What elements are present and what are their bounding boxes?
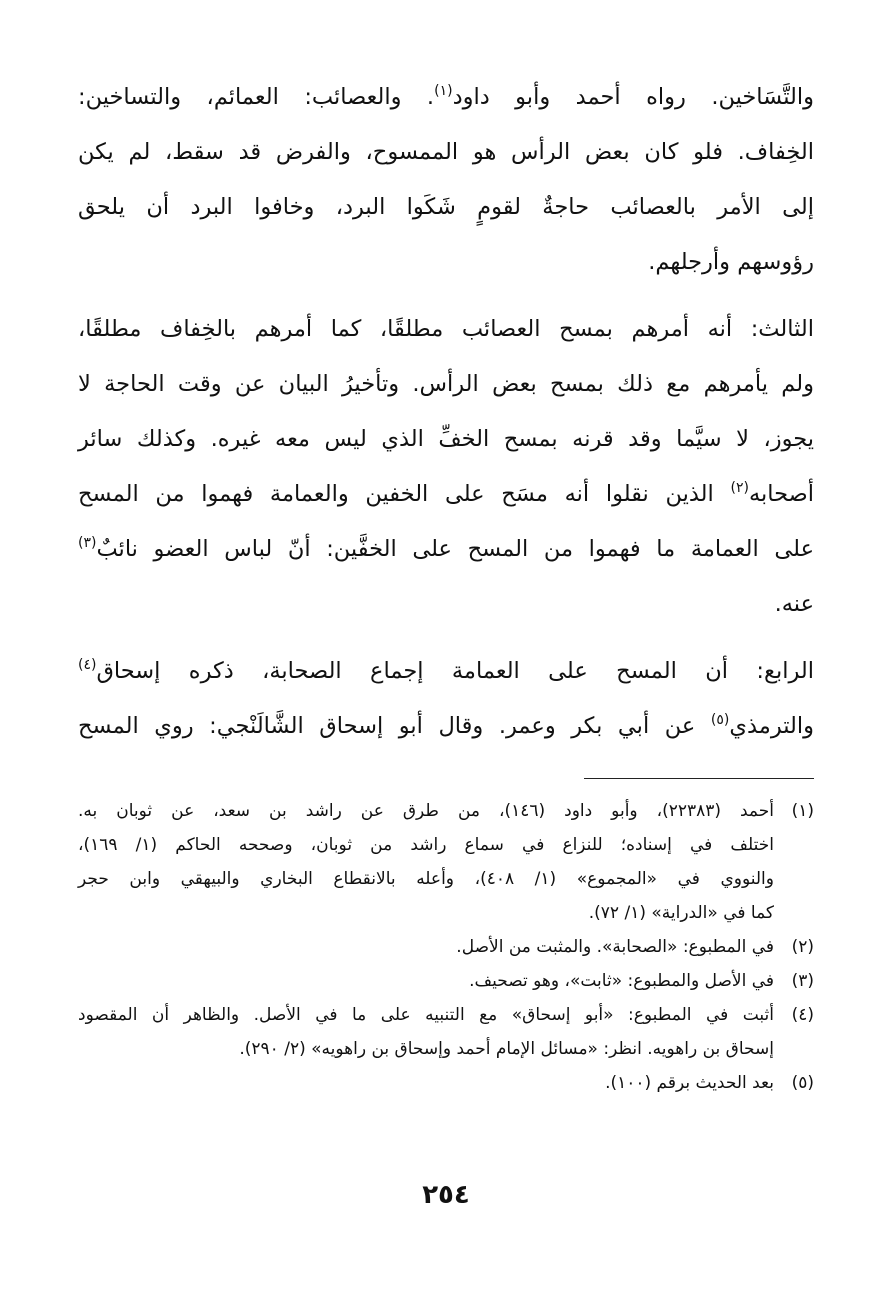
footnote-line: والنووي في «المجموع» (١/ ٤٠٨)، وأعله بالانقطاع البخاري والبيهقي وابن حجر [78, 869, 774, 889]
footnote-line: أثبت في المطبوع: «أبو إسحاق» مع التنبيه على ما في الأصل. والظاهر أن المقصود [78, 1005, 774, 1025]
footnote-text [78, 1066, 774, 1100]
footnotes [78, 794, 814, 1100]
footnote-line: إسحاق بن راهويه. انظر: «مسائل الإمام أحمد وإسحاق بن راهويه» (٢/ ٢٩٠). [239, 1039, 774, 1059]
footnote-line: في المطبوع: «الصحابة». والمثبت من الأصل. [456, 937, 774, 957]
footnote-2 [78, 930, 814, 964]
paragraph-3 [78, 644, 814, 754]
text-line: ولم يأمرهم مع ذلك بمسح بعض الرأس. وتأخيرُ البيان عن وقت الحاجة لا [78, 371, 814, 397]
footnote-text [78, 930, 774, 964]
footnote-5 [78, 1066, 814, 1100]
footnote-ref-4[interactable]: (٤) [78, 657, 97, 673]
footnote-line: كما في «الدراية» (١/ ٧٢). [588, 903, 774, 923]
paragraph-2 [78, 302, 814, 632]
text-line: رؤوسهم وأرجلهم. [648, 249, 814, 275]
footnote-line: بعد الحديث برقم (١٠٠). [605, 1073, 774, 1093]
footnote-number: (٤) [791, 1005, 814, 1025]
footnote-number: (٥) [791, 1073, 814, 1093]
text-line: أصحابه$^{(٢)}$ الذين نقلوا أنه مسَح على الخفين والعمامة فهموا من المسح [78, 480, 814, 507]
paragraph-1 [78, 70, 814, 290]
page-number: ٢٥٤ [422, 1180, 470, 1210]
footnote-line: أحمد (٢٢٣٨٣)، وأبو داود (١٤٦)، من طرق عن راشد بن سعد، عن ثوبان به. [78, 801, 774, 821]
footnote-4 [78, 998, 814, 1066]
text-line: والترمذي$^{(٥)}$ عن أبي بكر وعمر. وقال أبو إسحاق الشَّالَنْجي: روي المسح [78, 712, 814, 739]
text-line: الرابع: أن المسح على العمامة إجماع الصحابة، ذكره إسحاق$^{(٤)}$ [78, 657, 814, 684]
footnote-line: اختلف في إسناده؛ للنزاع في سماع راشد من ثوبان، وصححه الحاكم (١/ ١٦٩)، [78, 835, 774, 855]
text-line: على العمامة ما فهموا من المسح على الخفَّين: أنّ لباس العضو نائبٌ$^{(٣)}$ [78, 535, 814, 562]
footnote-ref-2[interactable]: (٢) [730, 480, 749, 496]
footnote-number: (٢) [791, 937, 814, 957]
footnote-number: (٣) [791, 971, 814, 991]
footnote-text [78, 964, 774, 998]
footnote-text [78, 794, 774, 930]
footnote-number: (١) [791, 801, 814, 821]
main-text [78, 70, 814, 766]
text-line: إلى الأمر بالعصائب حاجةٌ لقومٍ شَكَوا البرد، وخافوا البرد أن يلحق [78, 194, 814, 220]
footnote-ref-5[interactable]: (٥) [710, 712, 730, 728]
text-line: الخِفاف. فلو كان بعض الرأس هو الممسوح، والفرض قد سقط، لم يكن [78, 139, 814, 165]
footnote-separator [584, 778, 814, 779]
footnote-ref-3[interactable]: (٣) [78, 535, 97, 551]
footnote-1 [78, 794, 814, 930]
text-line: عنه. [774, 591, 814, 617]
footnote-text [78, 998, 774, 1066]
footnote-ref-1[interactable]: (١) [434, 83, 453, 99]
text-line: الثالث: أنه أمرهم بمسح العصائب مطلقًا، كما أمرهم بالخِفاف مطلقًا، [78, 316, 814, 342]
text-line: والتَّسَاخين. رواه أحمد وأبو داود$^{(١)}$. والعصائب: العمائم، والتساخين: [78, 83, 814, 110]
footnote-line: في الأصل والمطبوع: «ثابت»، وهو تصحيف. [469, 971, 774, 991]
footnote-3 [78, 964, 814, 998]
text-line: يجوز، لا سيَّما وقد قرنه بمسح الخفِّ الذي ليس معه غيره. وكذلك سائر [78, 426, 814, 452]
